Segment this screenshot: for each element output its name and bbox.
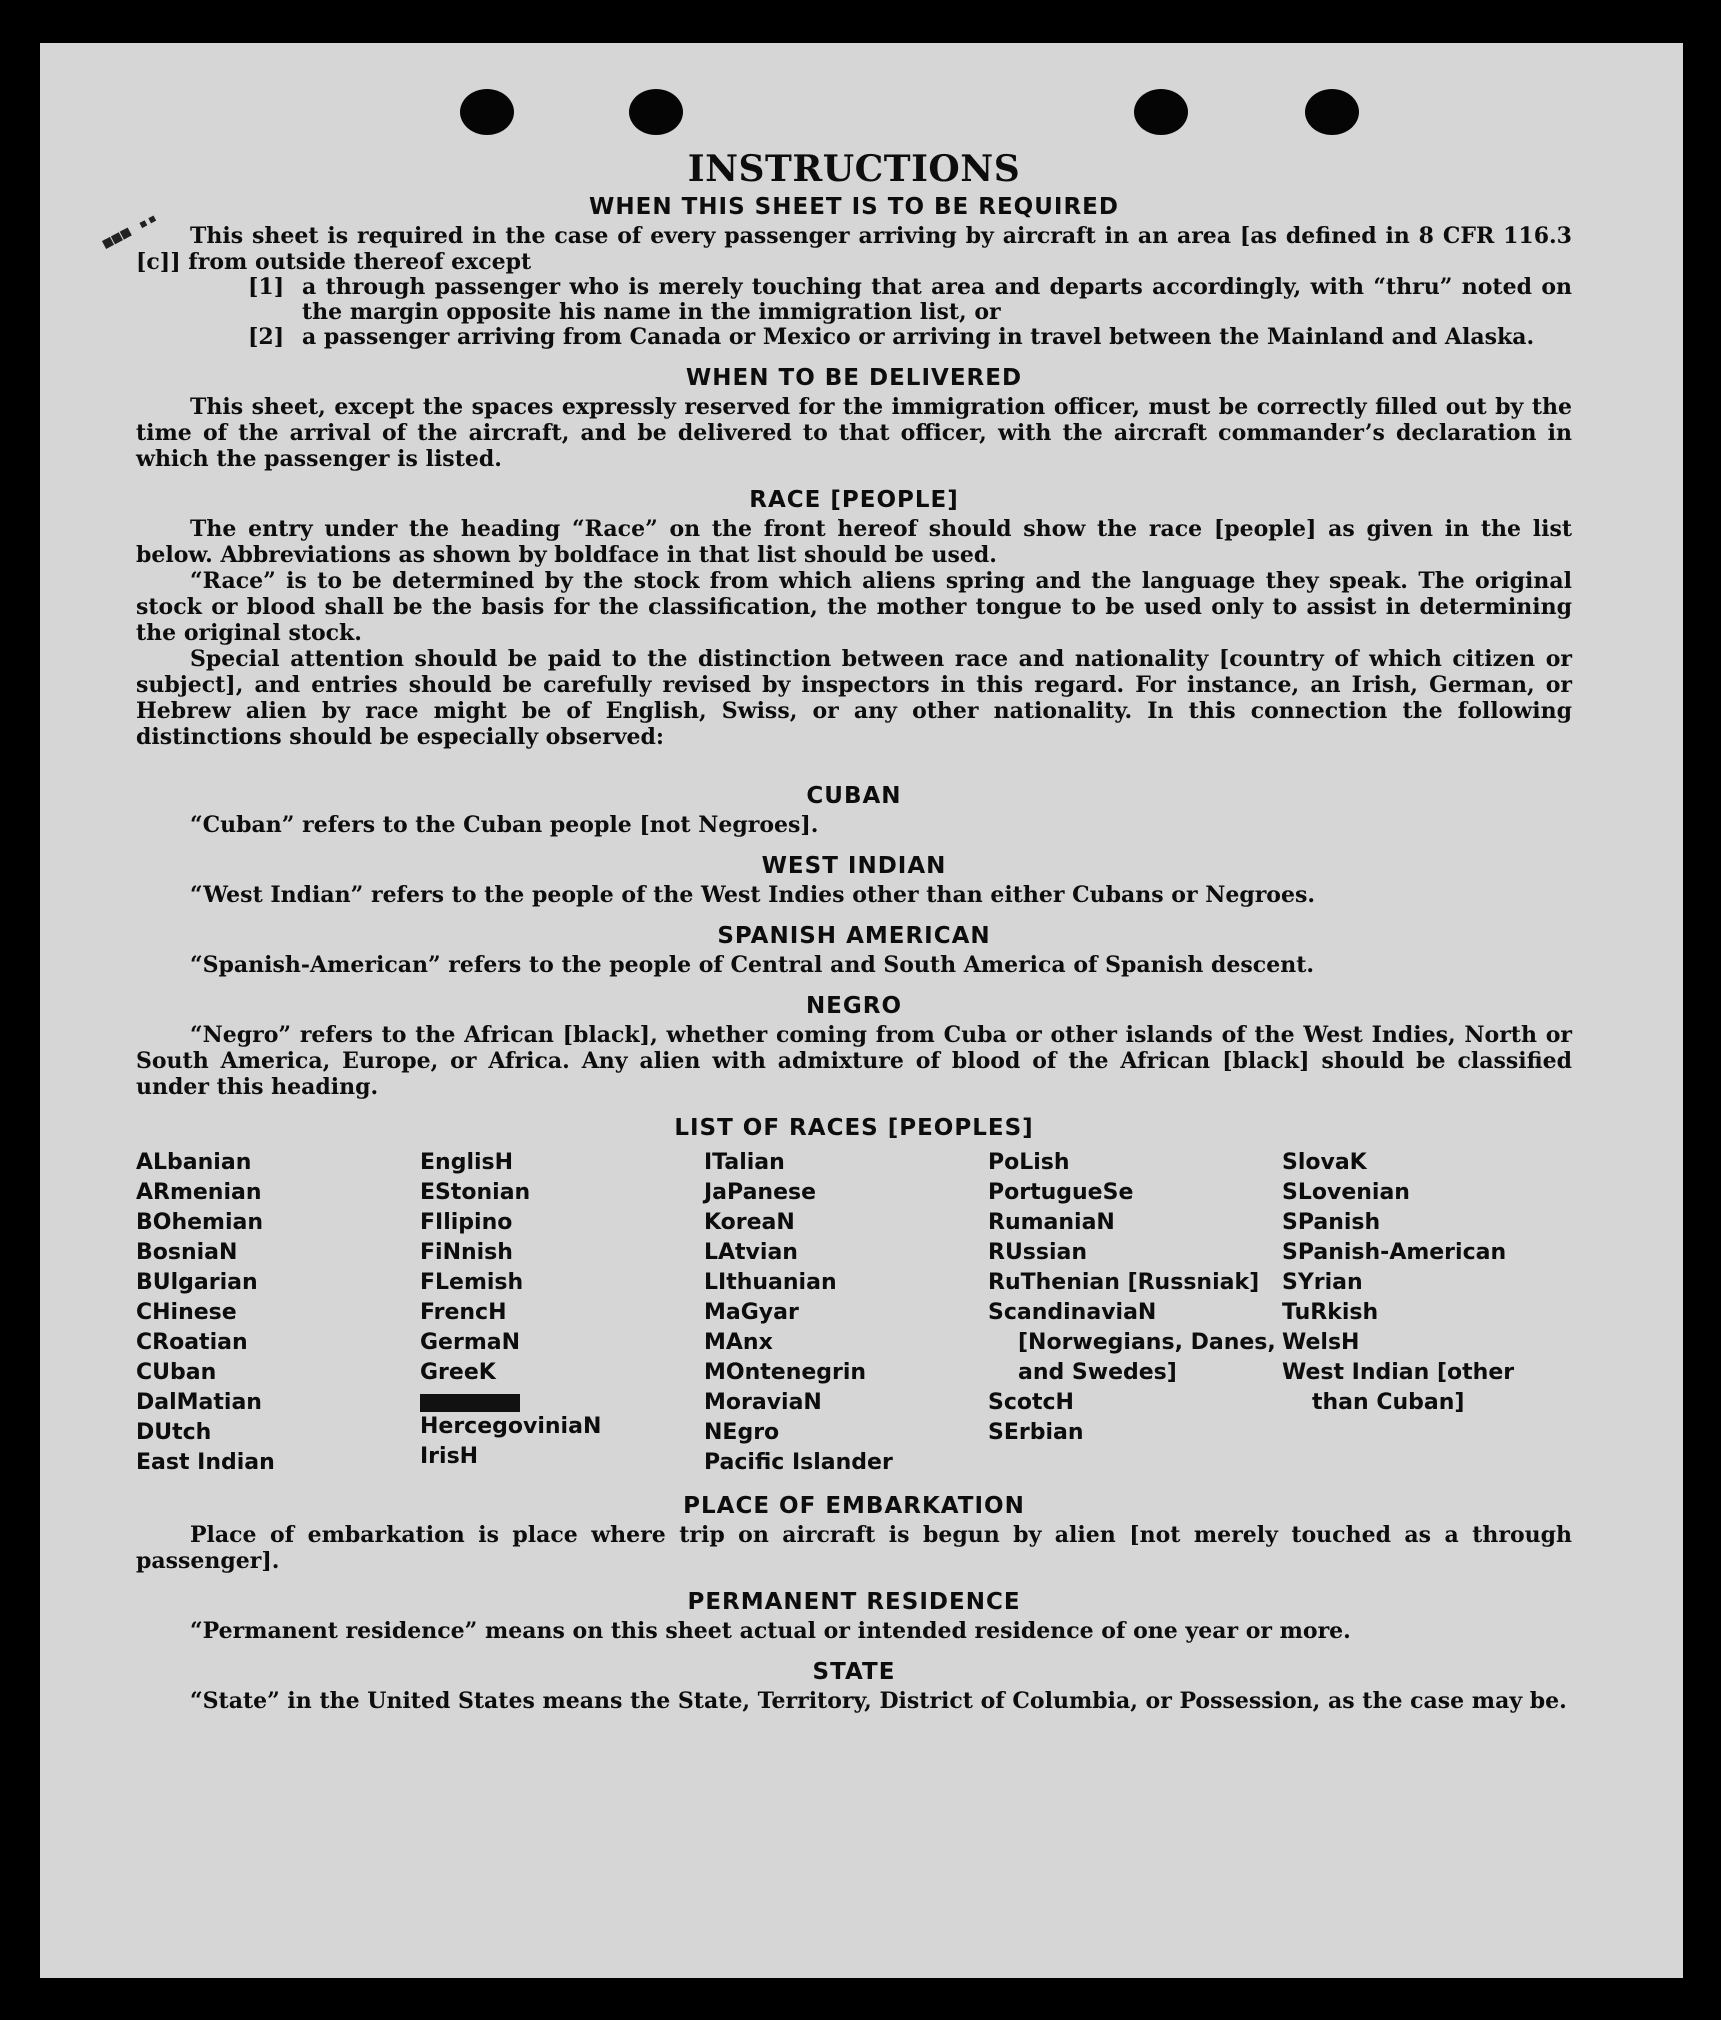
races-list [136, 1148, 1572, 1478]
heading-west-indian: WEST INDIAN [761, 853, 947, 879]
race-entry: SlovaK [1282, 1150, 1367, 1175]
race-entry: ScandinaviaN [Norwegians, Danes, and Swedes] [988, 1300, 1276, 1385]
race-entry: SLovenian [1282, 1180, 1410, 1205]
race-entry: FrencH [420, 1300, 507, 1325]
heading-when-delivered: WHEN TO BE DELIVERED [685, 365, 1023, 391]
race-entry: KoreaN [704, 1210, 795, 1235]
race-entry: ARmenian [136, 1180, 262, 1205]
race-entry: ITalian [704, 1150, 785, 1175]
race-entry: MoraviaN [704, 1390, 822, 1415]
heading-spanish-american: SPANISH AMERICAN [717, 923, 991, 949]
race-entry: SPanish-American [1282, 1240, 1507, 1265]
race-entry: GreeK [420, 1360, 496, 1385]
race-entry: FLemish [420, 1270, 524, 1295]
race-entry: BUlgarian [136, 1270, 258, 1295]
race-paragraph: The entry under the heading “Race” on the front hereof should show the race [people] as given in the list below. Abbreviations as shown by boldface in that list should be used. [136, 516, 1572, 568]
race-entry: LIthuanian [704, 1270, 837, 1295]
race-entry: FiNnish [420, 1240, 513, 1265]
race-entry: MaGyar [704, 1300, 799, 1325]
exception-item [248, 325, 1572, 350]
race-entry: FIlipino [420, 1210, 513, 1235]
exception-item [248, 275, 1572, 325]
exception-number: [2] [248, 324, 285, 350]
race-entry: RuThenian [Russniak] [988, 1270, 1260, 1295]
negro-text: “Negro” refers to the African [black], whether coming from Cuba or other islands of the West Indies, North or South America, Europe, or Africa. Any alien with admixture of blood of the African [black] should be classified under this heading. [136, 1022, 1572, 1100]
race-entry: HercegoviniaN [420, 1414, 602, 1439]
race-entry: ScotcH [988, 1390, 1074, 1415]
when-delivered-text: This sheet, except the spaces expressly reserved for the immigration officer, must be correctly filled out by the time of the arrival of the aircraft, and be delivered to that officer, with the aircraft commander’s declaration in which the passenger is listed. [136, 394, 1572, 472]
race-entry: CHinese [136, 1300, 237, 1325]
permanent-residence-text: “Permanent residence” means on this sheet actual or intended residence of one year or more. [190, 1618, 1351, 1644]
race-entry: CUban [136, 1360, 217, 1385]
exception-text: a passenger arriving from Canada or Mexico or arriving in travel between the Mainland and Alaska. [302, 324, 1535, 350]
exception-text: a through passenger who is merely touching that area and departs accordingly, with “thru” noted on the margin opposite his name in the immigration list, or [302, 274, 1572, 325]
race-entry: DUtch [136, 1420, 212, 1445]
race-paragraph: Special attention should be paid to the distinction between race and nationality [country of which citizen or subject], and entries should be carefully revised by inspectors in this regard. For instance, an Irish, German, or Hebrew alien by race might be of English, Swiss, or any other nationality. In this connection the following distinctions should be especially observed: [136, 646, 1572, 750]
races-column [1282, 1148, 1572, 1478]
race-entry: SYrian [1282, 1270, 1363, 1295]
race-entry: MOntenegrin [704, 1360, 867, 1385]
punch-hole [460, 89, 514, 135]
race-entry: WelsH [1282, 1330, 1360, 1355]
races-column [420, 1148, 704, 1478]
heading-negro: NEGRO [805, 993, 903, 1019]
race-entry: CRoatian [136, 1330, 248, 1355]
when-required-intro: This sheet is required in the case of every passenger arriving by aircraft in an area [as defined in 8 CFR 116.3 [c]] from outside thereof except [136, 223, 1572, 275]
punch-hole [1305, 89, 1359, 135]
heading-list-of-races: LIST OF RACES [PEOPLES] [674, 1115, 1034, 1141]
race-entry: GermaN [420, 1330, 521, 1355]
race-entry: EnglisH [420, 1150, 514, 1175]
heading-cuban: CUBAN [806, 783, 902, 809]
cuban-text: “Cuban” refers to the Cuban people [not Negroes]. [190, 812, 819, 838]
spanish-american-text: “Spanish-American” refers to the people of Central and South America of Spanish descent. [190, 952, 1315, 978]
race-entry: NEgro [704, 1420, 780, 1445]
west-indian-text: “West Indian” refers to the people of the West Indies other than either Cubans or Negroes. [190, 882, 1316, 908]
race-entry: JaPanese [704, 1180, 817, 1205]
race-entry: DalMatian [136, 1390, 262, 1415]
race-entry: LAtvian [704, 1240, 798, 1265]
embarkation-text: Place of embarkation is place where trip on aircraft is begun by alien [not merely touched as a through passenger]. [136, 1522, 1572, 1574]
heading-state: STATE [812, 1659, 896, 1685]
heading-race: RACE [PEOPLE] [749, 487, 959, 513]
heading-embarkation: PLACE OF EMBARKATION [683, 1493, 1025, 1519]
punch-hole [629, 89, 683, 135]
races-column [136, 1148, 420, 1478]
exception-number: [1] [248, 274, 285, 300]
race-entry: PoLish [988, 1150, 1070, 1175]
race-entry: RUssian [988, 1240, 1088, 1265]
race-entry: ALbanian [136, 1150, 252, 1175]
race-entry: Pacific Islander [704, 1450, 893, 1475]
race-entry: PortugueSe [988, 1180, 1134, 1205]
races-column [988, 1148, 1282, 1478]
race-entry: West Indian [other than Cuban] [1282, 1360, 1515, 1415]
state-text: “State” in the United States means the State, Territory, District of Columbia, or Possession, as the case may be. [190, 1688, 1567, 1714]
race-entry: RumaniaN [988, 1210, 1115, 1235]
ink-stamp-mark: ■■■ ▪▪ [99, 207, 161, 253]
race-entry: IrisH [420, 1444, 479, 1469]
race-entry: MAnx [704, 1330, 773, 1355]
heading-when-required: WHEN THIS SHEET IS TO BE REQUIRED [589, 194, 1119, 220]
redacted-entry [420, 1388, 704, 1412]
race-entry: East Indian [136, 1450, 275, 1475]
punch-hole [1134, 89, 1188, 135]
race-paragraph: “Race” is to be determined by the stock from which aliens spring and the language they speak. The original stock or blood shall be the basis for the classification, the mother tongue to be used only to assist in determining the original stock. [136, 568, 1572, 646]
document-sheet [40, 43, 1683, 1978]
page-title: INSTRUCTIONS [687, 148, 1021, 190]
race-entry: SErbian [988, 1420, 1084, 1445]
race-entry: BosniaN [136, 1240, 238, 1265]
race-entry: BOhemian [136, 1210, 264, 1235]
heading-permanent-residence: PERMANENT RESIDENCE [687, 1589, 1021, 1615]
races-column [704, 1148, 988, 1478]
race-entry: TuRkish [1282, 1300, 1379, 1325]
race-entry: EStonian [420, 1180, 531, 1205]
instructions-content [136, 147, 1572, 1714]
race-entry: SPanish [1282, 1210, 1381, 1235]
